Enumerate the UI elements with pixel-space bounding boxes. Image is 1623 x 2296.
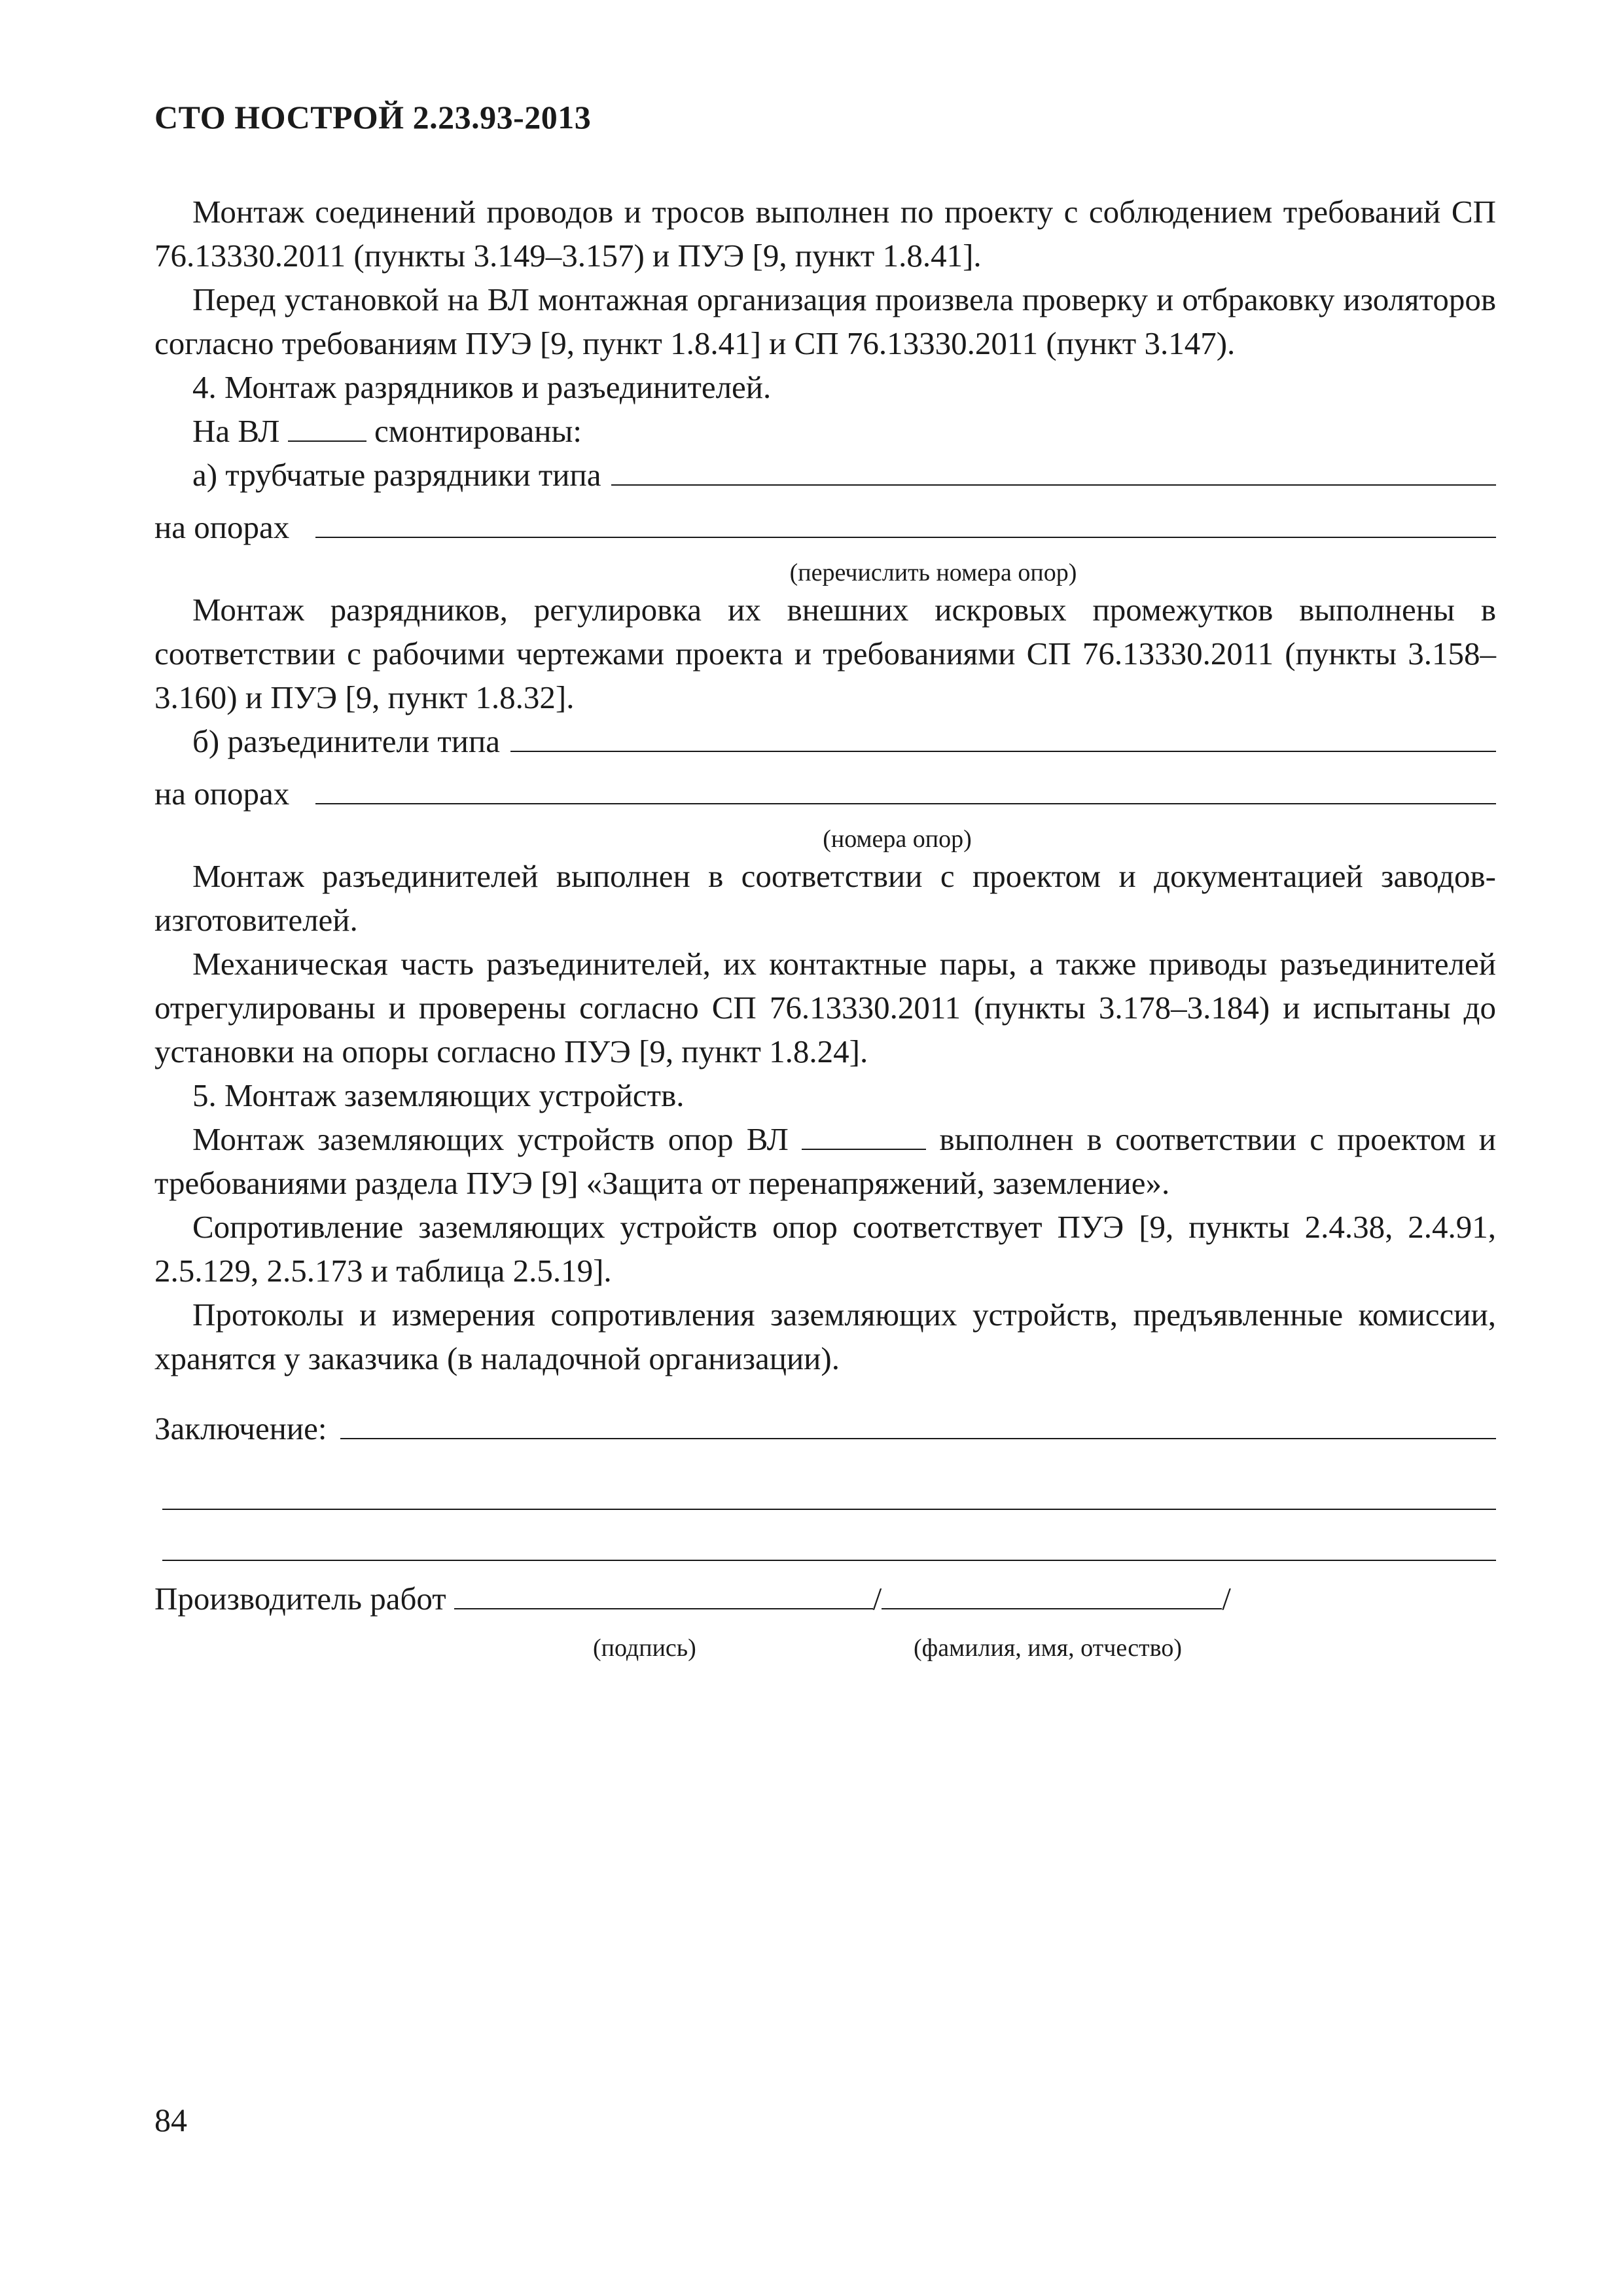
conclusion-label: Заключение:: [154, 1410, 327, 1446]
grounding-prefix: Монтаж заземляющих устройств опор ВЛ: [192, 1121, 789, 1157]
signature-blank: [454, 1579, 873, 1609]
disconnectors-label: б) разъединители типа: [192, 723, 500, 759]
paragraph-disconnectors-installation: Монтаж разъединителей выполнен в соответствии с проектом и документацией заводов-изготовителей.: [154, 858, 1496, 938]
conclusion-blank-2: [162, 1459, 1496, 1510]
full-name-caption: (фамилия, имя, отчество): [914, 1634, 1183, 1662]
paragraph-wire-connections: Монтаж соединений проводов и тросов выполнен по проекту с соблюдением требований СП 76.13330.2011 (пункты 3.149–3.157) и ПУЭ [9, пункт 1.8.41].: [154, 194, 1496, 274]
document-body: [154, 190, 1497, 1662]
disconnectors-type-blank: [510, 722, 1496, 752]
work-manager-label: Производитель работ: [154, 1581, 446, 1617]
disconnectors-poles-blank: [315, 774, 1496, 804]
paragraph-disconnectors-mechanics: Механическая часть разъединителей, их контактные пары, а также приводы разъединителей отрегулированы и проверены согласно СП 76.13330.2011 (пункты 3.178–3.184) и испытаны до установки на опоры согласно ПУЭ [9, пункт 1.8.24].: [154, 946, 1496, 1069]
paragraph-grounding-resistance: Сопротивление заземляющих устройств опор соответствует ПУЭ [9, пункты 2.4.38, 2.4.91, 2.5.129, 2.5.173 и таблица 2.5.19].: [154, 1209, 1496, 1289]
arresters-poles-row: [154, 505, 1496, 558]
section-4-heading: 4. Монтаж разрядников и разъединителей.: [192, 369, 772, 405]
disconnectors-poles-caption: (номера опор): [823, 825, 972, 853]
signature-captions: [154, 1626, 1496, 1662]
arresters-poles-blank: [315, 508, 1496, 538]
arresters-poles-caption: (перечислить номера опор): [789, 559, 1077, 586]
conclusion-row: [154, 1407, 1496, 1459]
tube-arresters-label: а) трубчатые разрядники типа: [192, 457, 601, 493]
paragraph-arresters-installation: Монтаж разрядников, регулировка их внешних искровых промежутков выполнены в соответствии с рабочими чертежами проекта и требованиями СП 76.13330.2011 (пункты 3.158–3.160) и ПУЭ [9, пункт 1.8.32].: [154, 592, 1496, 715]
signature-separator-2: /: [1222, 1581, 1231, 1617]
mounted-suffix: смонтированы:: [374, 413, 582, 449]
paragraph-protocols: Протоколы и измерения сопротивления заземляющих устройств, предъявленные комиссии, хранятся у заказчика (в наладочной организации).: [154, 1297, 1496, 1376]
document-header: СТО НОСТРОЙ 2.23.93-2013: [154, 99, 592, 135]
conclusion-blank-1: [340, 1409, 1497, 1439]
section-5-heading: 5. Монтаж заземляющих устройств.: [192, 1077, 685, 1113]
page-number: 84: [154, 2102, 187, 2138]
tube-arresters-type-blank: [611, 456, 1496, 486]
conclusion-blank-3: [162, 1510, 1496, 1561]
full-name-blank: [882, 1579, 1222, 1609]
signature-caption: (подпись): [593, 1634, 696, 1662]
tube-arresters-type-row: [154, 453, 1496, 505]
disconnectors-poles-row: [154, 772, 1496, 824]
paragraph-grounding-installation: [154, 1117, 1496, 1205]
disconnectors-poles-label: на опорах: [154, 776, 290, 812]
paragraph-insulator-check: Перед установкой на ВЛ монтажная организация произвела проверку и отбраковку изоляторов согласно требованиям ПУЭ [9, пункт 1.8.41] и СП 76.13330.2011 (пункт 3.147).: [154, 281, 1496, 361]
signature-separator-1: /: [872, 1581, 882, 1617]
work-manager-signature-row: [154, 1577, 1496, 1626]
grounding-line-blank: [802, 1122, 926, 1150]
disconnectors-type-row: [154, 719, 1496, 772]
paragraph-mounted-on-line: [154, 409, 1496, 453]
line-number-blank: [288, 414, 366, 442]
arresters-poles-label: на опорах: [154, 509, 290, 545]
grounding-suffix: выполнен в соответствии с проектом и требованиями раздела ПУЭ [9] «Защита от перенапряжений, заземление».: [154, 1121, 1497, 1201]
mounted-prefix: На ВЛ: [192, 413, 280, 449]
